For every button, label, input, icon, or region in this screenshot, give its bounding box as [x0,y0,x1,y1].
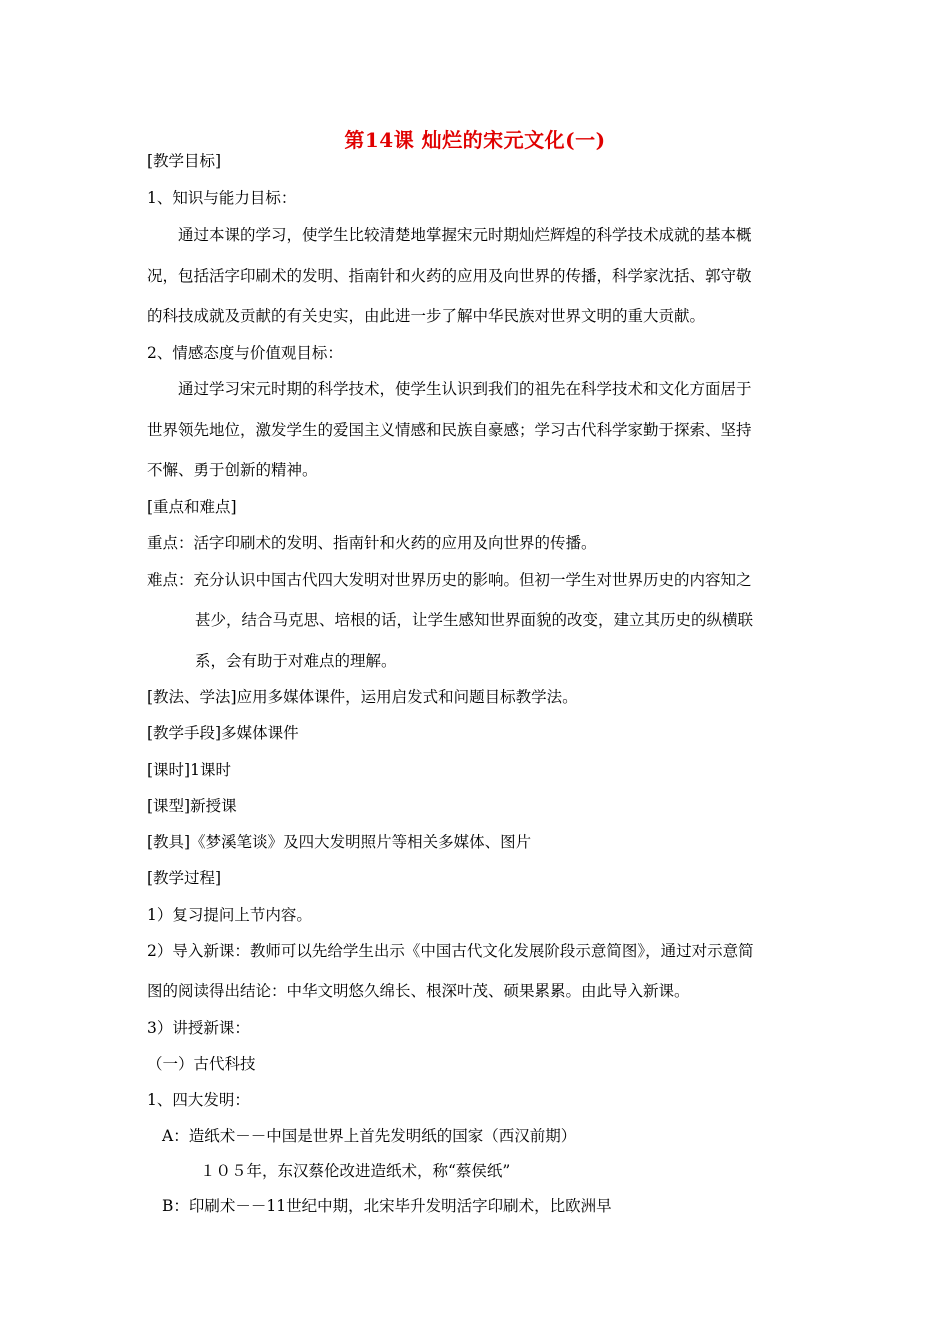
paragraph-line: 3）讲授新课： [147,1019,250,1037]
paragraph-line: 系，会有助于对难点的理解。 [195,652,397,670]
paragraph-line: [教学手段]多媒体课件 [147,724,299,742]
paragraph-line: [课时]1课时 [147,761,231,779]
paragraph-line: 1、四大发明： [147,1091,250,1109]
paragraph-line: 通过本课的学习，使学生比较清楚地掌握宋元时期灿烂辉煌的科学技术成就的基本概 [178,226,752,244]
paragraph-line: 甚少，结合马克思、培根的话，让学生感知世界面貌的改变，建立其历史的纵横联 [195,611,754,629]
lesson-title: 第14课 灿烂的宋元文化(一) [344,128,606,152]
paragraph-line: A：造纸术－－中国是世界上首先发明纸的国家（西汉前期） [162,1127,577,1145]
paragraph-line: 2）导入新课：教师可以先给学生出示《中国古代文化发展阶段示意简图》，通过对示意简 [147,942,754,960]
paragraph-line: [教具]《梦溪笔谈》及四大发明照片等相关多媒体、图片 [147,833,532,851]
paragraph-line: 1、知识与能力目标： [147,189,297,207]
paragraph-line: 难点：充分认识中国古代四大发明对世界历史的影响。但初一学生对世界历史的内容知之 [147,571,752,589]
paragraph-line: 1）复习提问上节内容。 [147,906,312,924]
section-heading: [重点和难点] [147,498,237,516]
paragraph-line: 通过学习宋元时期的科学技术，使学生认识到我们的祖先在科学技术和文化方面居于 [178,380,752,398]
paragraph-line: 世界领先地位，激发学生的爱国主义情感和民族自豪感；学习古代科学家勤于探索、坚持 [147,421,752,439]
section-heading: [教学目标] [147,152,222,170]
paragraph-line: 的科技成就及贡献的有关史实，由此进一步了解中华民族对世界文明的重大贡献。 [147,307,706,325]
paragraph-line: B：印刷术－－11世纪中期，北宋毕升发明活字印刷术，比欧洲早 [162,1197,612,1215]
paragraph-line: [教法、学法]应用多媒体课件，运用启发式和问题目标教学法。 [147,688,578,706]
paragraph-line: 2、情感态度与价值观目标： [147,344,343,362]
paragraph-line: 不懈、勇于创新的精神。 [147,461,318,479]
paragraph-line: [课型]新授课 [147,797,237,815]
paragraph-line: 重点：活字印刷术的发明、指南针和火药的应用及向世界的传播。 [147,534,597,552]
paragraph-line: 况，包括活字印刷术的发明、指南针和火药的应用及向世界的传播，科学家沈括、郭守敬 [147,267,752,285]
paragraph-line: １０５年，东汉蔡伦改进造纸术，称“蔡侯纸” [200,1162,511,1180]
paragraph-line: 图的阅读得出结论：中华文明悠久绵长、根深叶茂、硕果累累。由此导入新课。 [147,982,690,1000]
paragraph-line: （一）古代科技 [147,1055,256,1073]
section-heading: [教学过程] [147,869,222,887]
